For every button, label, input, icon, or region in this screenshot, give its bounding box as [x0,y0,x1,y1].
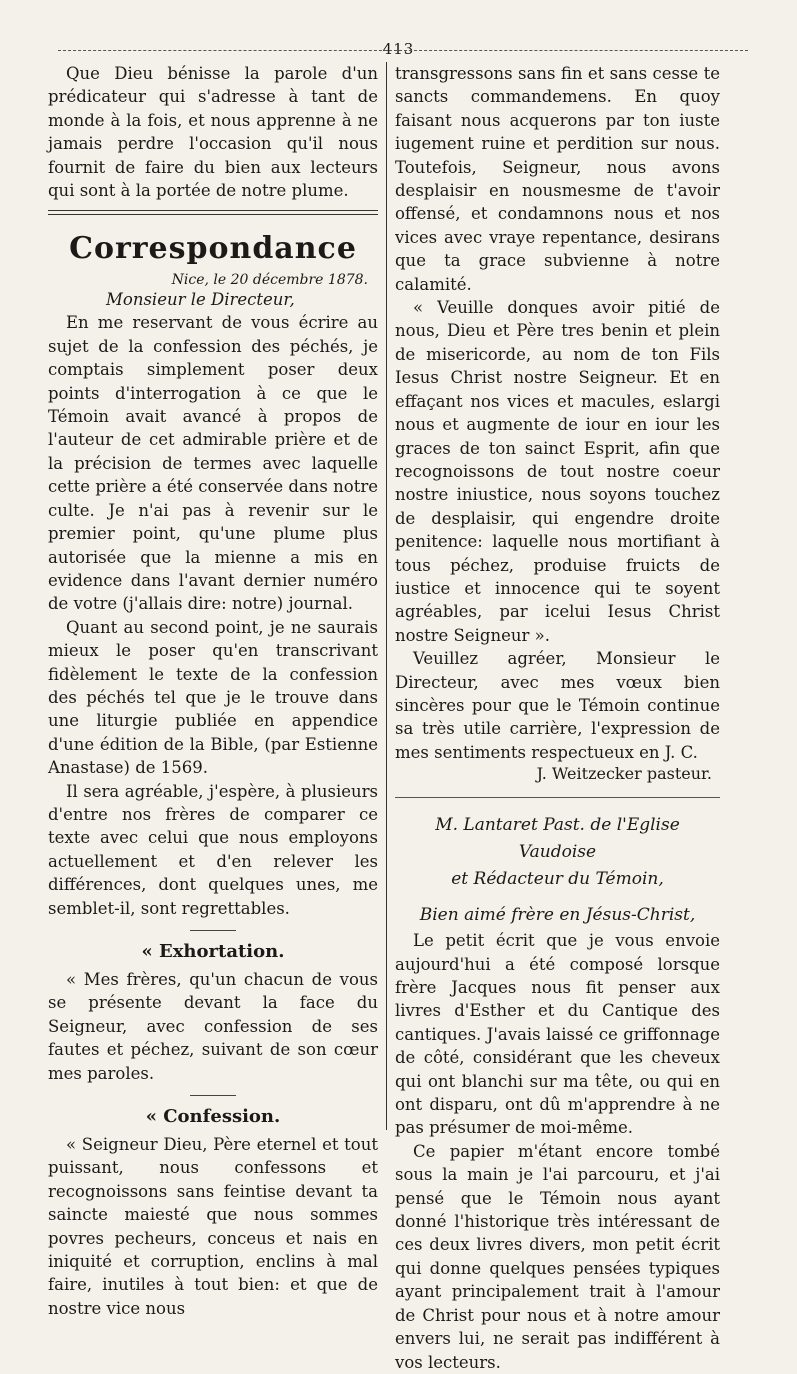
confession-prayer: « Veuille donques avoir pitié de nous, Dieu et Père tres benin et plein de misericorde, au nom de ton Fils Iesus Christ nostre Seigneur. Et en effaçant nos vices et macules, eslargi nous et augmente de iour en iour les graces de ton sainct Esprit, afin que recognoissons de tout nostre coeur nostre iniustice, nous soyons touchez de desplaisir, qui engendre droite penitence: laquelle nous mortifiant à tous péchez, produise fruicts de iustice et innocence qui te soyent agréables, par icelui Iesus Christ nostre Seigneur ». [395,298,720,645]
small-rule [190,1095,236,1096]
page-number: 413 [382,40,415,58]
letter-paragraph-2: Quant au second point, je ne saurais mieux le poser qu'en transcrivant fidèlement le texte de la confession des péchés tel que je le trouve dans une liturgie publiée en appendice d'une édition de la Bible, (par Estienne Anastase) de 1569. [48,617,378,778]
column-divider [386,62,387,1130]
confession-text: « Seigneur Dieu, Père eternel et tout puissant, nous confessons et recognoissons sans feintise devant ta saincte maiesté que nous sommes povres pecheurs, conceus et nais en iniquité et corruption, enclins à mal faire, inutiles à tout bien: et que de nostre vice nous [48,1135,378,1318]
intro-paragraph: Que Dieu bénisse la parole d'un prédicateur qui s'adresse à tant de monde à la fois, et nous apprenne à ne jamais perdre l'occasion qu'il nous fournit de faire du bien aux lecteurs qui sont à la portée de notre plume. [48,64,378,201]
left-column [48,62,378,1320]
small-rule [190,930,236,931]
letter-paragraph-1: En me reservant de vous écrire au sujet de la confession des péchés, je comptais simplement poser deux points d'interrogation à ce que le Témoin avait avancé à propos de l'auteur de cet admirable prière et de la précision de termes avec laquelle cette prière a été conservée dans notre culte. Je n'ai pas à revenir sur le premier point, qu'une plume plus autorisée que la mienne a mis en evidence dans l'avant dernier numéro de votre (j'allais dire: notre) journal. [48,313,378,614]
exhortation-heading: « Exhortation. [141,941,285,962]
address-line-2: et Rédacteur du Témoin, [451,869,664,890]
second-letter-paragraph-1: Le petit écrit que je vous envoie aujourd'hui a été composé lorsque frère Jacques nous fit penser aux livres d'Esther et du Cantique des cantiques. J'avais laissé ce griffonnage de côté, considérant que les cheveux qui ont blanchi sur ma tête, ou qui en ont disparu, ont dû m'apprendre à ne pas présumer de moi-même. [395,931,720,1138]
salutation: Monsieur le Directeur, [106,290,295,310]
letter-divider [395,797,720,798]
address-block [395,812,720,893]
header-rule [58,50,748,51]
section-divider [48,210,378,215]
right-column [395,62,720,1374]
exhortation-text: « Mes frères, qu'un chacun de vous se présente devant la face du Seigneur, avec confession de ses fautes et péchez, suivant de son cœur mes paroles. [48,970,378,1083]
signature: J. Weitzecker pasteur. [536,764,712,784]
closing-paragraph: Veuillez agréer, Monsieur le Directeur, avec mes vœux bien sincères pour que le Témoin continue sa très utile carrière, l'expression de mes sentiments respectueux en J. C. [395,649,720,762]
letter-paragraph-3: Il sera agréable, j'espère, à plusieurs d'entre nos frères de comparer ce texte avec celui que nous employons actuellement et d'en relever les différences, dont quelques unes, me semblet-il, sont regrettables. [48,781,378,918]
confession-heading: « Confession. [145,1106,281,1128]
greeting: Bien aimé frère en Jésus-Christ, [419,905,696,926]
address-line-1: M. Lantaret Past. de l'Eglise Vaudoise [435,815,680,863]
section-title: Correspondance [69,231,357,267]
confession-continued: transgressons sans fin et sans cesse te sancts commandemens. En quoy faisant nous acquerons par ton iuste iugement ruine et perdition sur nous. Toutefois, Seigneur, nous avons desplaisir en nousmesme de t'avoir offensé, et condamnons nous et nos vices avec vraye repentance, desirans que ta grace subvienne à notre calamité. [395,64,720,294]
dateline: Nice, le 20 décembre 1878. [171,272,368,289]
second-letter-paragraph-2: Ce papier m'étant encore tombé sous la main je l'ai parcouru, et j'ai pensé que le Témoin nous ayant donné l'historique très intéressant de ces deux livres divers, mon petit écrit qui donne quelques pensées typiques ayant principalement trait à l'amour de Christ pour nous et à notre amour envers lui, ne serait pas indifférent à vos lecteurs. [395,1141,720,1372]
